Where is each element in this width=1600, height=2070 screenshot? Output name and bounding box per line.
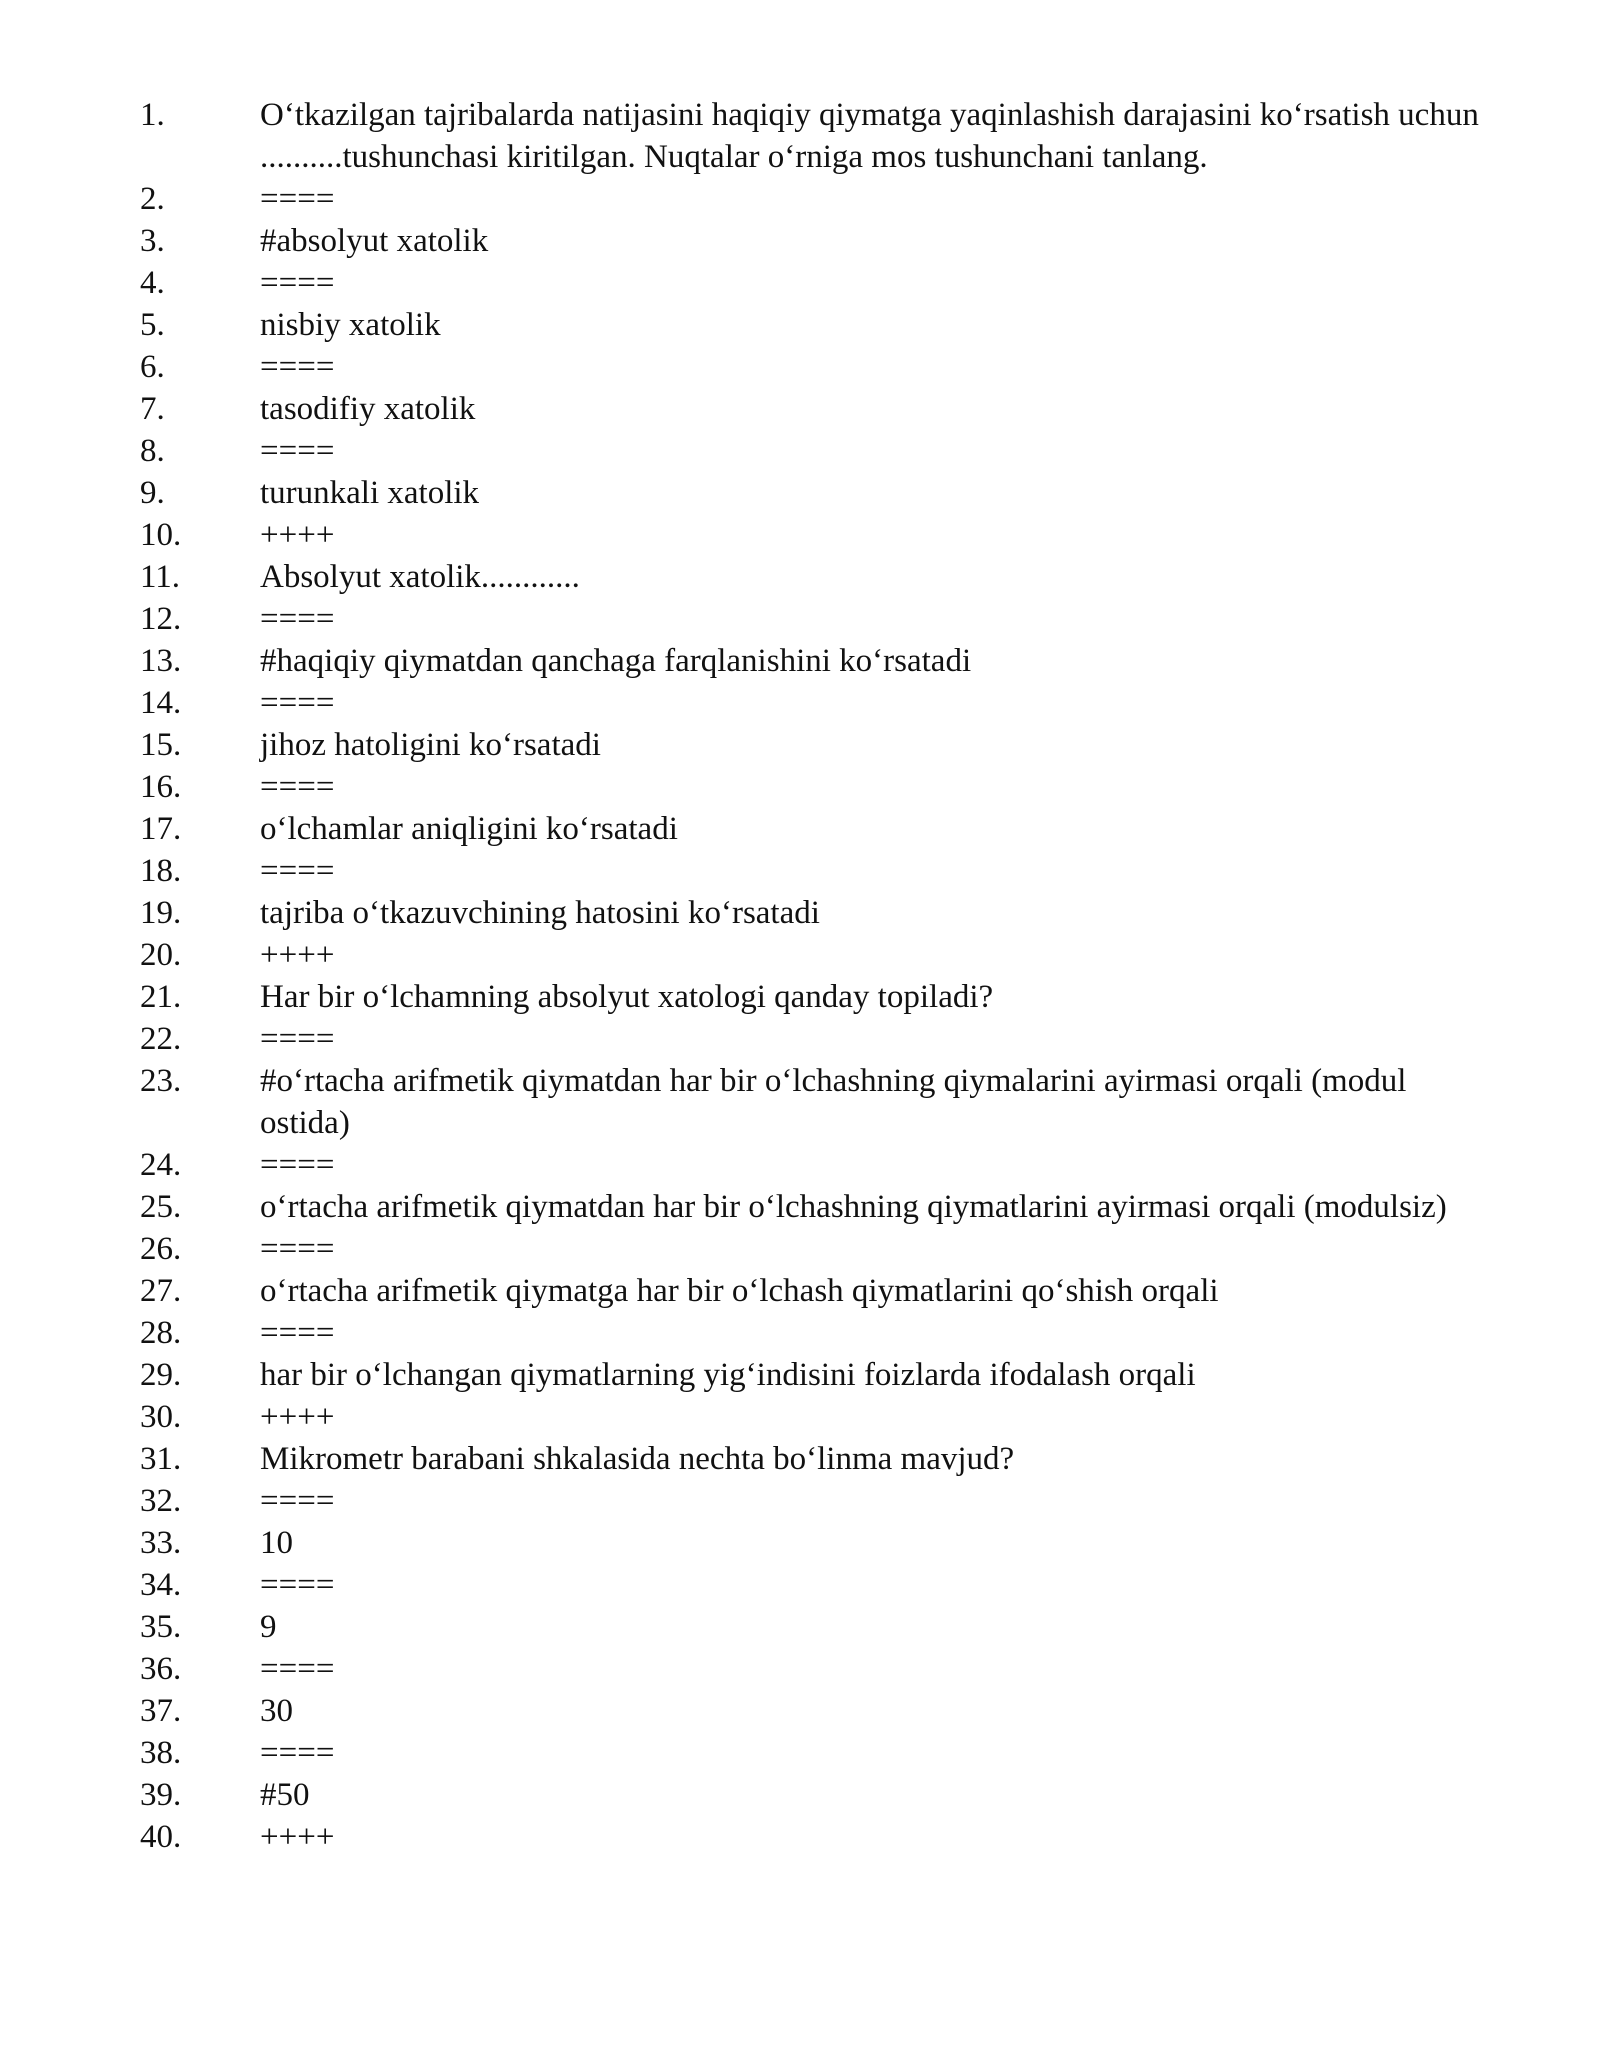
list-item [140,1690,1480,1732]
list-item [140,94,1488,178]
item-number: 21. [140,979,182,1015]
list-item [140,1144,1480,1186]
item-text: ==== [260,853,335,889]
item-number: 9. [140,475,165,511]
list-item [140,682,1480,724]
item-text: har bir o‘lchangan qiymatlarning yig‘indisini foizlarda ifodalash orqali [260,1357,1196,1393]
list-item [140,1396,1480,1438]
item-text: 30 [260,1693,293,1729]
item-text: Har bir o‘lchamning absolyut xatologi qanday topiladi? [260,979,994,1015]
item-number: 14. [140,685,182,721]
item-text: ==== [260,1147,335,1183]
item-number: 16. [140,769,182,805]
list-item [140,1228,1480,1270]
item-number: 10. [140,517,182,553]
item-number: 31. [140,1441,182,1477]
item-text: ==== [260,265,335,301]
list-item [140,1774,1480,1816]
item-text: nisbiy xatolik [260,307,441,343]
list-item [140,1354,1480,1396]
item-number: 35. [140,1609,182,1645]
item-number: 39. [140,1777,182,1813]
item-text: O‘tkazilgan tajribalarda natijasini haqiqiy qiymatga yaqinlashish darajasini ko‘rsatish uchun ..........tushunchasi kiritilgan. Nuqtalar o‘rniga mos tushunchani tanlang. [260,97,1488,175]
item-text: ==== [260,349,335,385]
item-text: tajriba o‘tkazuvchining hatosini ko‘rsatadi [260,895,820,931]
list-item [140,640,1480,682]
item-number: 30. [140,1399,182,1435]
item-text: #haqiqiy qiymatdan qanchaga farqlanishini ko‘rsatadi [260,643,972,679]
item-text: o‘rtacha arifmetik qiymatga har bir o‘lchash qiymatlarini qo‘shish orqali [260,1273,1219,1309]
item-number: 4. [140,265,165,301]
item-text: ==== [260,181,335,217]
item-text: ==== [260,685,335,721]
item-text: ++++ [260,937,335,973]
item-text: o‘rtacha arifmetik qiymatdan har bir o‘lchashning qiymatlarini ayirmasi orqali (modulsiz) [260,1189,1447,1225]
list-item [140,976,1480,1018]
item-text: o‘lchamlar aniqligini ko‘rsatadi [260,811,678,847]
item-number: 34. [140,1567,182,1603]
list-item [140,892,1480,934]
item-number: 20. [140,937,182,973]
item-text: ++++ [260,517,335,553]
item-number: 28. [140,1315,182,1351]
item-number: 19. [140,895,182,931]
list-item [140,430,1480,472]
list-item [140,556,1480,598]
item-number: 13. [140,643,182,679]
numbered-list [140,94,1488,1858]
item-number: 40. [140,1819,182,1855]
list-item [140,262,1480,304]
item-number: 15. [140,727,182,763]
item-number: 6. [140,349,165,385]
item-number: 23. [140,1063,182,1099]
item-text: tasodifiy xatolik [260,391,476,427]
item-text: jihoz hatoligini ko‘rsatadi [260,727,601,763]
item-text: #50 [260,1777,310,1813]
item-text: ==== [260,1315,335,1351]
list-item [140,1438,1480,1480]
list-item [140,1312,1480,1354]
list-item [140,934,1480,976]
item-text: ++++ [260,1819,335,1855]
item-number: 37. [140,1693,182,1729]
item-text: ==== [260,1567,335,1603]
list-item [140,346,1480,388]
list-item [140,1270,1480,1312]
item-number: 24. [140,1147,182,1183]
item-text: ==== [260,601,335,637]
list-item [140,178,1480,220]
list-item [140,1816,1480,1858]
item-number: 33. [140,1525,182,1561]
item-number: 3. [140,223,165,259]
list-item [140,1564,1480,1606]
list-item [140,766,1480,808]
item-number: 27. [140,1273,182,1309]
item-text: #absolyut xatolik [260,223,489,259]
item-text: ==== [260,769,335,805]
item-text: turunkali xatolik [260,475,480,511]
list-item [140,1060,1480,1144]
item-number: 12. [140,601,182,637]
item-text: 10 [260,1525,293,1561]
item-number: 5. [140,307,165,343]
item-number: 32. [140,1483,182,1519]
list-item [140,1186,1480,1228]
item-text: ==== [260,1483,335,1519]
item-text: Absolyut xatolik............ [260,559,580,595]
list-item [140,388,1480,430]
item-number: 38. [140,1735,182,1771]
list-item [140,1648,1480,1690]
item-number: 2. [140,181,165,217]
item-number: 17. [140,811,182,847]
item-text: #o‘rtacha arifmetik qiymatdan har bir o‘lchashning qiymalarini ayirmasi orqali (modul ostida) [260,1063,1415,1141]
item-number: 11. [140,559,181,595]
list-item [140,1018,1480,1060]
list-item [140,1732,1480,1774]
list-item [140,220,1480,262]
item-text: ==== [260,1735,335,1771]
item-number: 1. [140,97,165,133]
list-item [140,598,1480,640]
list-item [140,304,1480,346]
item-text: 9 [260,1609,277,1645]
item-number: 25. [140,1189,182,1225]
item-text: ==== [260,1021,335,1057]
list-item [140,850,1480,892]
list-item [140,1480,1480,1522]
item-number: 7. [140,391,165,427]
list-item [140,1606,1480,1648]
item-text: ++++ [260,1399,335,1435]
item-number: 8. [140,433,165,469]
item-text: Mikrometr barabani shkalasida nechta bo‘linma mavjud? [260,1441,1015,1477]
list-item [140,472,1480,514]
item-number: 26. [140,1231,182,1267]
item-text: ==== [260,1651,335,1687]
item-number: 18. [140,853,182,889]
list-item [140,724,1480,766]
item-text: ==== [260,1231,335,1267]
list-item [140,808,1480,850]
item-number: 29. [140,1357,182,1393]
item-text: ==== [260,433,335,469]
item-number: 22. [140,1021,182,1057]
item-number: 36. [140,1651,182,1687]
list-item [140,1522,1480,1564]
list-item [140,514,1480,556]
